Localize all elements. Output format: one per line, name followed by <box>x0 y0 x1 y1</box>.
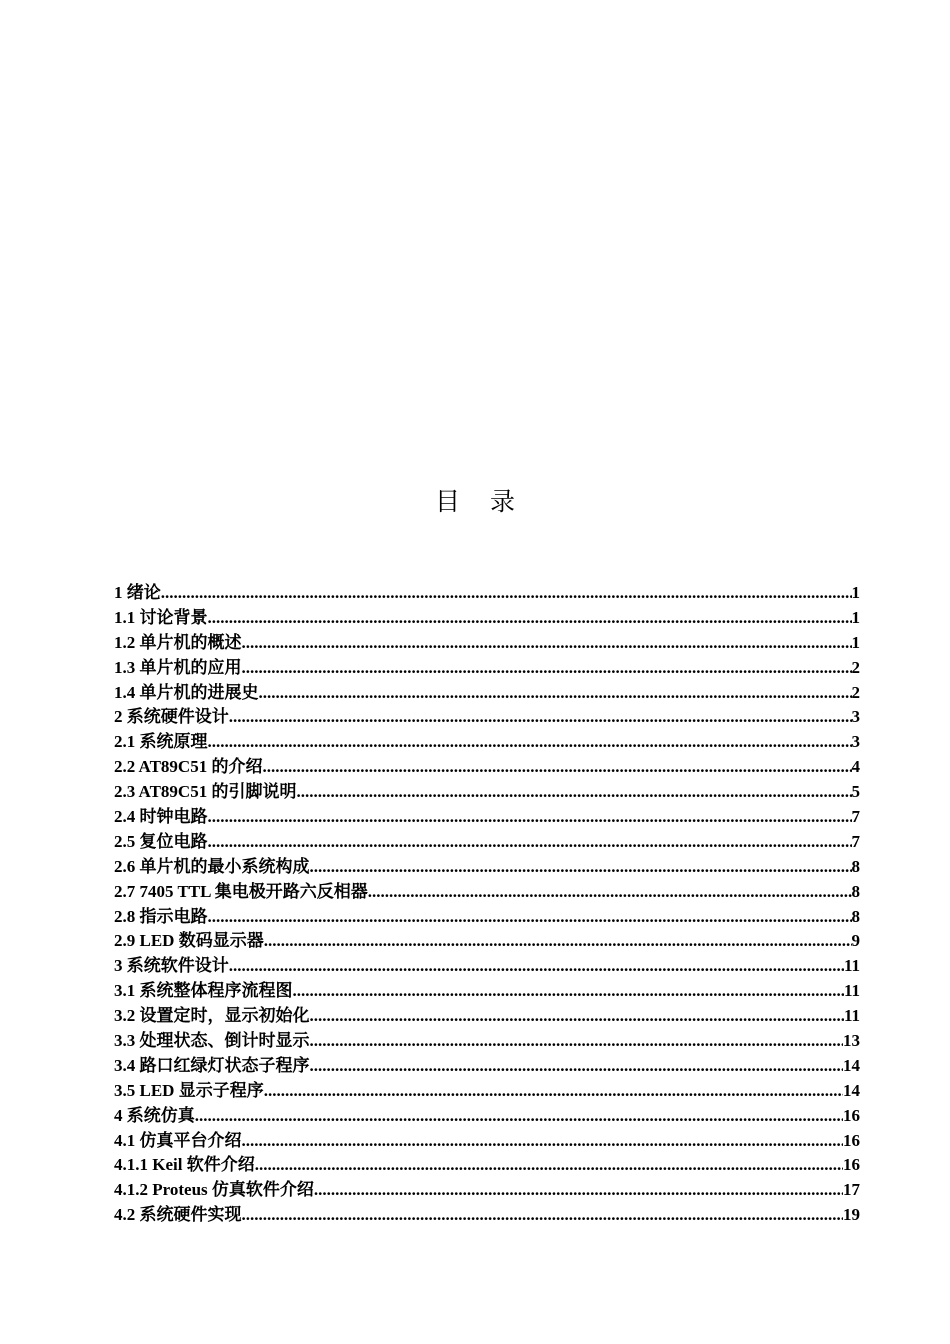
toc-entry-label: 3.1 系统整体程序流程图 <box>114 981 293 1001</box>
toc-entry[interactable] <box>114 852 860 877</box>
toc-entry-page-number: 2 <box>851 682 860 702</box>
toc-dot-leader <box>242 1131 844 1151</box>
toc-entry-page-number: 1 <box>851 607 860 627</box>
toc-dot-leader <box>293 981 844 1001</box>
toc-entry-page-number: 4 <box>851 757 860 777</box>
toc-list <box>114 578 860 1225</box>
toc-dot-leader <box>255 1155 843 1175</box>
toc-entry-page-number: 9 <box>851 931 860 951</box>
toc-entry-label: 2.4 时钟电路 <box>114 807 208 827</box>
toc-entry-label: 3.5 LED 显示子程序 <box>114 1080 264 1100</box>
toc-entry[interactable] <box>114 951 860 976</box>
toc-dot-leader <box>310 1031 844 1051</box>
toc-entry-page-number: 16 <box>843 1155 860 1175</box>
toc-dot-leader <box>242 633 852 653</box>
toc-entry-label: 1.1 讨论背景 <box>114 607 208 627</box>
toc-dot-leader <box>208 608 852 628</box>
toc-dot-leader <box>310 1056 844 1076</box>
toc-entry-label: 4.2 系统硬件实现 <box>114 1205 242 1225</box>
toc-dot-leader <box>259 683 852 703</box>
toc-entry[interactable] <box>114 603 860 628</box>
toc-entry[interactable] <box>114 1026 860 1051</box>
toc-entry-label: 2.6 单片机的最小系统构成 <box>114 856 310 876</box>
toc-entry[interactable] <box>114 1101 860 1126</box>
toc-entry-page-number: 14 <box>843 1055 860 1075</box>
toc-entry[interactable] <box>114 926 860 951</box>
toc-dot-leader <box>368 882 852 902</box>
toc-entry-label: 4.1.2 Proteus 仿真软件介绍 <box>114 1180 314 1200</box>
toc-entry-page-number: 11 <box>843 1006 860 1026</box>
toc-title: 目录 <box>434 487 545 516</box>
toc-entry-page-number: 13 <box>843 1031 860 1051</box>
toc-entry-label: 2.2 AT89C51 的介绍 <box>114 757 263 777</box>
toc-entry-label: 3.2 设置定时，显示初始化 <box>114 1006 310 1026</box>
toc-entry[interactable] <box>114 727 860 752</box>
toc-dot-leader <box>310 1006 844 1026</box>
toc-entry-label: 2 系统硬件设计 <box>114 707 229 727</box>
toc-entry[interactable] <box>114 1051 860 1076</box>
toc-dot-leader <box>314 1180 843 1200</box>
toc-dot-leader <box>264 1081 843 1101</box>
toc-entry-label: 2.5 复位电路 <box>114 831 208 851</box>
toc-entry[interactable] <box>114 1175 860 1200</box>
toc-entry-label: 2.8 指示电路 <box>114 906 208 926</box>
toc-entry[interactable] <box>114 653 860 678</box>
toc-dot-leader <box>229 956 844 976</box>
toc-entry[interactable] <box>114 678 860 703</box>
toc-entry-page-number: 17 <box>843 1180 860 1200</box>
toc-entry-page-number: 8 <box>851 881 860 901</box>
toc-entry-page-number: 8 <box>851 906 860 926</box>
toc-entry[interactable] <box>114 1126 860 1151</box>
toc-entry-label: 4 系统仿真 <box>114 1105 195 1125</box>
toc-dot-leader <box>262 757 851 777</box>
toc-entry[interactable] <box>114 877 860 902</box>
toc-dot-leader <box>208 807 852 827</box>
toc-entry-page-number: 11 <box>843 956 860 976</box>
toc-entry[interactable] <box>114 752 860 777</box>
toc-entry-page-number: 7 <box>851 807 860 827</box>
toc-entry-label: 2.9 LED 数码显示器 <box>114 931 264 951</box>
toc-entry[interactable] <box>114 976 860 1001</box>
toc-entry[interactable] <box>114 1001 860 1026</box>
toc-entry-page-number: 3 <box>851 707 860 727</box>
toc-dot-leader <box>296 782 851 802</box>
toc-entry-label: 2.7 7405 TTL 集电极开路六反相器 <box>114 881 368 901</box>
toc-entry-label: 4.1.1 Keil 软件介绍 <box>114 1155 255 1175</box>
toc-entry-page-number: 1 <box>851 632 860 652</box>
toc-entry[interactable] <box>114 827 860 852</box>
toc-entry-label: 2.3 AT89C51 的引脚说明 <box>114 782 297 802</box>
toc-entry[interactable] <box>114 902 860 927</box>
toc-dot-leader <box>264 931 852 951</box>
toc-dot-leader <box>242 658 852 678</box>
toc-entry-page-number: 1 <box>851 583 860 602</box>
toc-entry-label: 3.3 处理状态、倒计时显示 <box>114 1031 310 1051</box>
toc-entry-page-number: 8 <box>851 856 860 876</box>
toc-entry[interactable] <box>114 777 860 802</box>
toc-entry[interactable] <box>114 628 860 653</box>
toc-entry-page-number: 2 <box>851 657 860 677</box>
toc-entry[interactable] <box>114 1150 860 1175</box>
toc-entry-label: 3 系统软件设计 <box>114 956 229 976</box>
toc-entry-label: 4.1 仿真平台介绍 <box>114 1130 242 1150</box>
toc-dot-leader <box>229 707 852 727</box>
toc-entry-page-number: 16 <box>843 1105 860 1125</box>
toc-dot-leader <box>195 1106 843 1126</box>
toc-entry[interactable] <box>114 1076 860 1101</box>
toc-entry-page-number: 5 <box>851 782 860 802</box>
toc-entry-page-number: 14 <box>843 1080 860 1100</box>
toc-entry[interactable] <box>114 1200 860 1225</box>
toc-entry-label: 2.1 系统原理 <box>114 732 208 752</box>
toc-entry-label: 1 绪论 <box>114 583 161 602</box>
toc-entry-label: 3.4 路口红绿灯状态子程序 <box>114 1055 310 1075</box>
toc-dot-leader <box>208 732 852 752</box>
toc-entry[interactable] <box>114 802 860 827</box>
toc-entry-label: 1.2 单片机的概述 <box>114 632 242 652</box>
toc-entry[interactable] <box>114 702 860 727</box>
toc-entry-page-number: 3 <box>851 732 860 752</box>
toc-dot-leader <box>161 583 852 603</box>
toc-dot-leader <box>208 832 852 852</box>
toc-dot-leader <box>242 1205 844 1225</box>
toc-entry[interactable] <box>114 578 860 603</box>
toc-dot-leader <box>310 857 852 877</box>
toc-entry-label: 1.4 单片机的进展史 <box>114 682 259 702</box>
toc-entry-page-number: 7 <box>851 831 860 851</box>
toc-entry-label: 1.3 单片机的应用 <box>114 657 242 677</box>
toc-entry-page-number: 19 <box>843 1205 860 1225</box>
toc-dot-leader <box>208 907 852 927</box>
toc-entry-page-number: 16 <box>843 1130 860 1150</box>
toc-entry-page-number: 11 <box>843 981 860 1001</box>
